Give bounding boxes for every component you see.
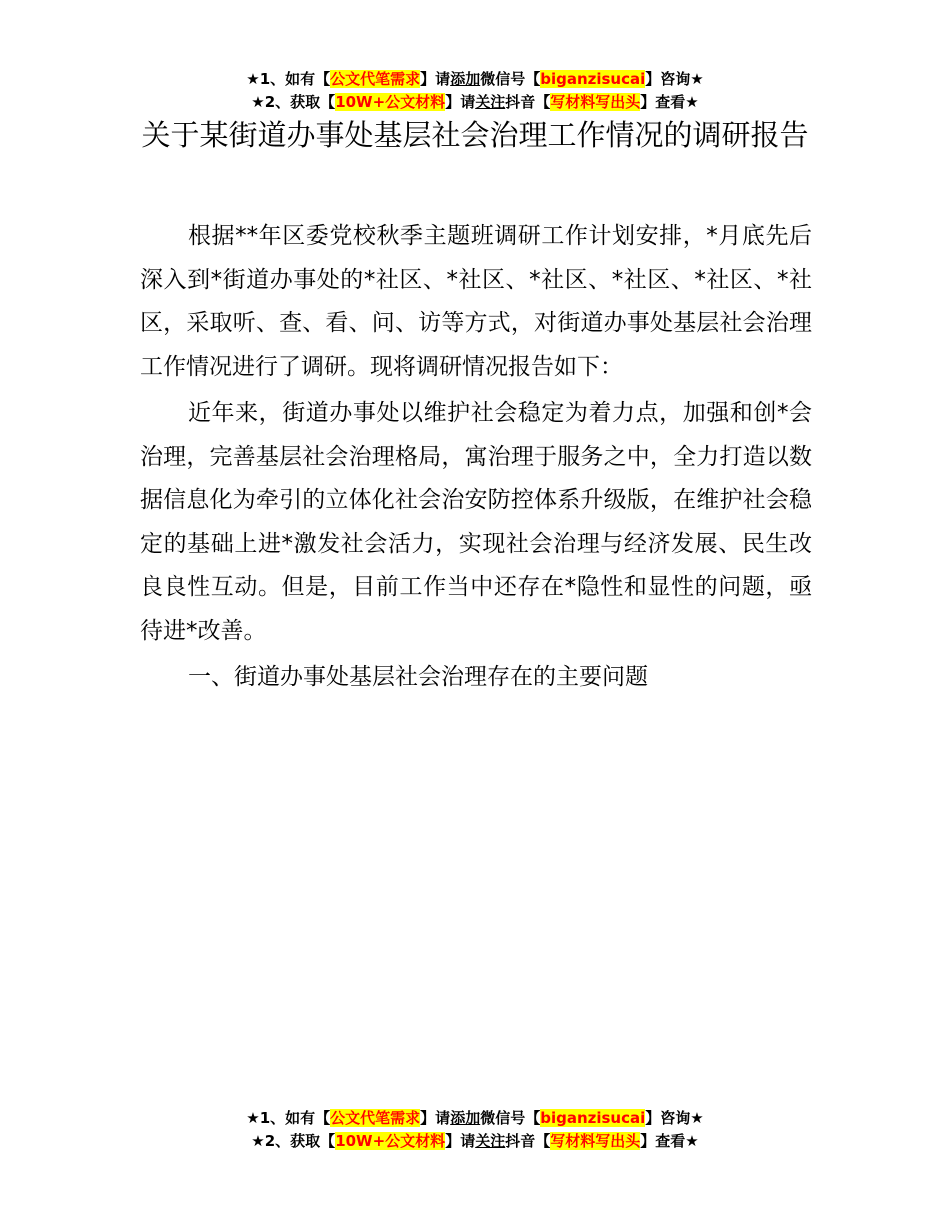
paragraph-intro: 根据**年区委党校秋季主题班调研工作计划安排，*月底先后深入到*街道办事处的*社区、*社区、*社区、*社区、*社区、*社区，采取听、查、看、问、访等方式，对街道办事处基层社会治理工作情况进行了调研。现将调研情况报告如下： — [140, 223, 812, 380]
banner-line-1 — [0, 68, 950, 91]
document-body — [140, 215, 812, 703]
banner-emphasis: 关注 — [475, 93, 506, 111]
highlight-douyin-id: 写材料写出头 — [550, 93, 641, 111]
banner-text: 】请 — [445, 93, 476, 111]
banner-text: 】查看★ — [640, 93, 699, 111]
banner-text: 抖音【 — [505, 1132, 551, 1150]
banner-text: 】查看★ — [640, 1132, 699, 1150]
highlight-wechat-id: biganzisucai — [540, 1109, 646, 1127]
document-title: 关于某街道办事处基层社会治理工作情况的调研报告 — [141, 118, 809, 152]
highlight-douyin-id: 写材料写出头 — [550, 1132, 641, 1150]
highlight-service: 公文代笔需求 — [330, 70, 421, 88]
paragraph-overview: 近年来，街道办事处以维护社会稳定为着力点，加强和创*会治理，完善基层社会治理格局，寓治理于服务之中，全力打造以数据信息化为牵引的立体化社会治安防控体系升级版，在维护社会稳定的基础上进*激发社会活力，实现社会治理与经济发展、民生改良良性互动。但是，目前工作当中还存在*隐性和显性的问题，亟待进*改善。 — [140, 400, 812, 644]
banner-emphasis: 关注 — [475, 1132, 506, 1150]
banner-text: ★2、获取【 — [251, 93, 336, 111]
section-heading: 一、街道办事处基层社会治理存在的主要问题 — [188, 664, 648, 690]
highlight-materials: 10W+公文材料 — [335, 93, 446, 111]
banner-line-2 — [0, 91, 950, 114]
banner-text: 微信号【 — [480, 1109, 541, 1127]
banner-text: ★2、获取【 — [251, 1132, 336, 1150]
banner-text: 】咨询★ — [645, 1109, 704, 1127]
banner-emphasis: 添加 — [450, 1109, 481, 1127]
banner-emphasis: 添加 — [450, 70, 481, 88]
banner-text: 】请 — [445, 1132, 476, 1150]
banner-text: ★1、如有【 — [246, 1109, 331, 1127]
banner-text: 抖音【 — [505, 93, 551, 111]
banner-text: 】请 — [420, 1109, 451, 1127]
banner-text: 微信号【 — [480, 70, 541, 88]
footer-banner — [0, 1107, 950, 1153]
banner-text: 】请 — [420, 70, 451, 88]
highlight-materials: 10W+公文材料 — [335, 1132, 446, 1150]
header-banner — [0, 68, 950, 114]
banner-line-1 — [0, 1107, 950, 1130]
banner-line-2 — [0, 1130, 950, 1153]
highlight-service: 公文代笔需求 — [330, 1109, 421, 1127]
banner-text: ★1、如有【 — [246, 70, 331, 88]
highlight-wechat-id: biganzisucai — [540, 70, 646, 88]
banner-text: 】咨询★ — [645, 70, 704, 88]
